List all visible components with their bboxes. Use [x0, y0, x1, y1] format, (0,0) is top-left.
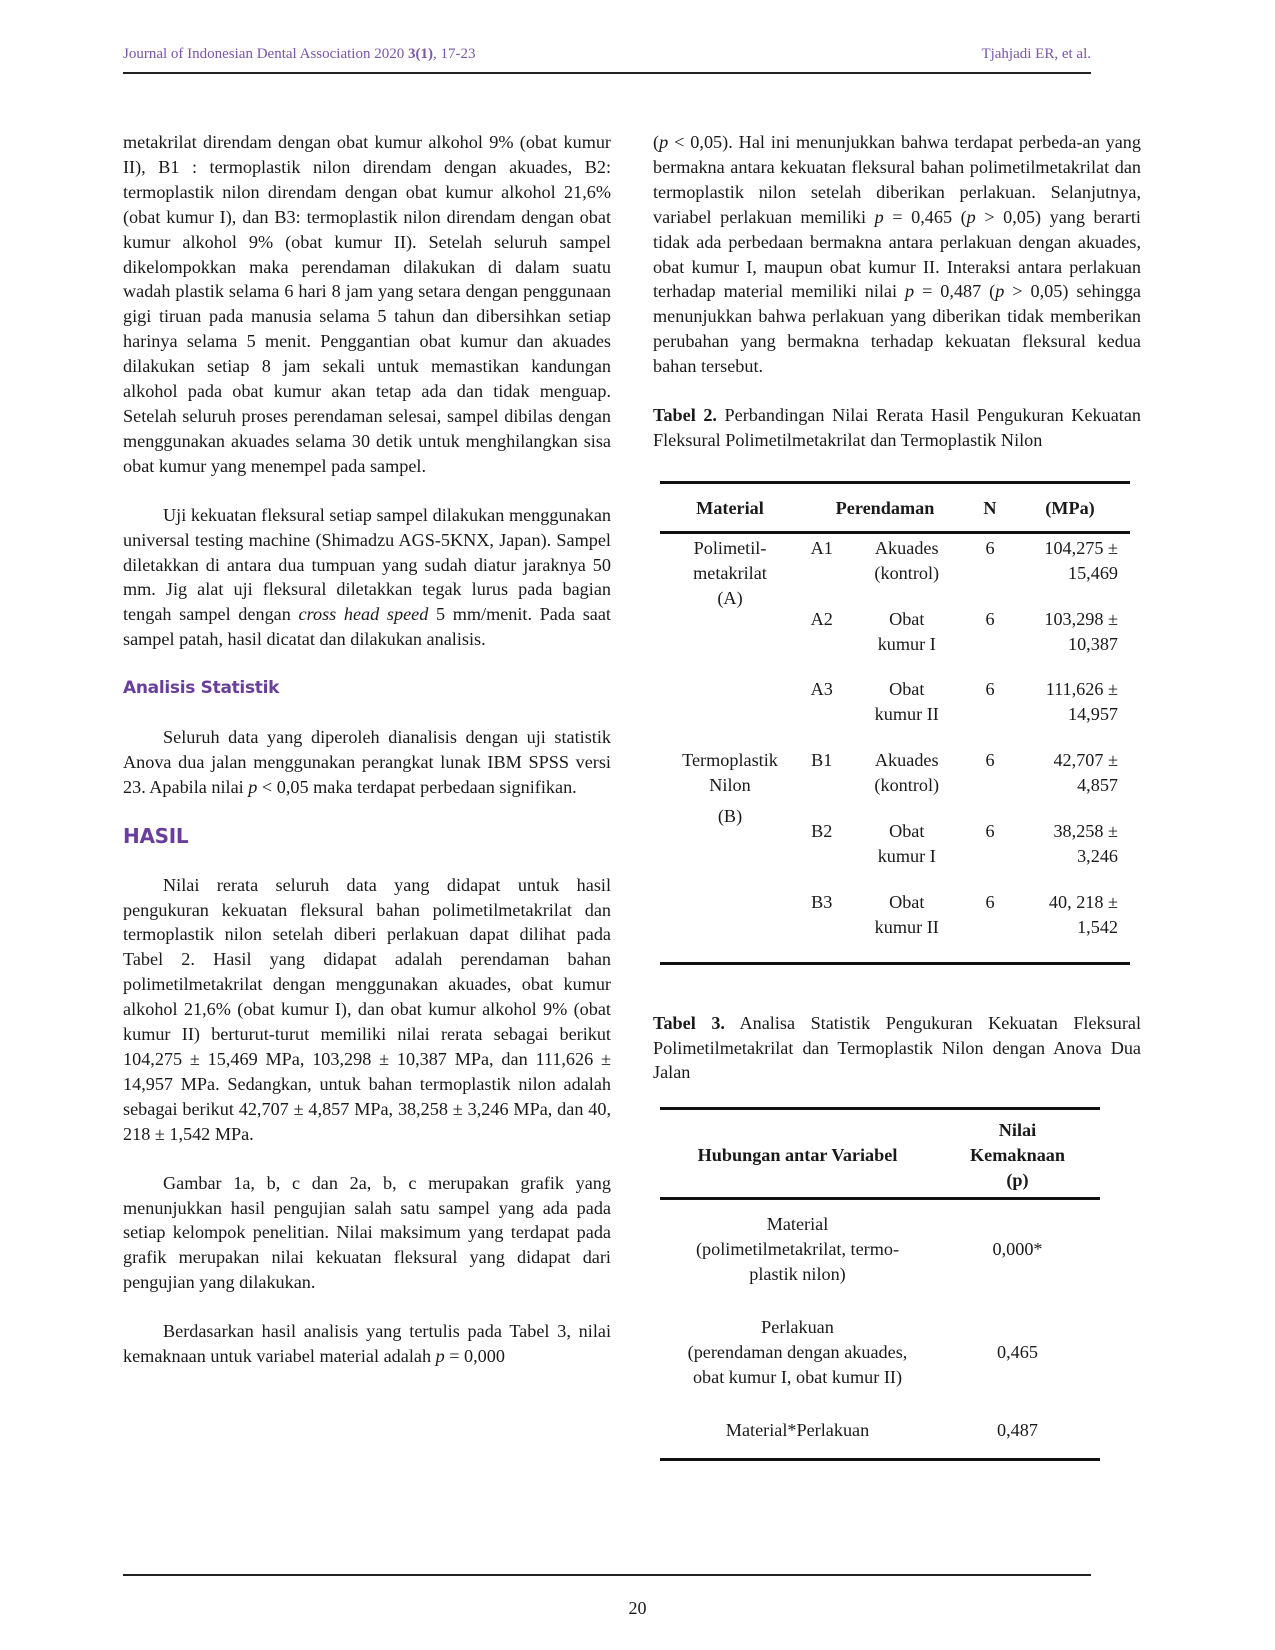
group-code: B1 — [811, 750, 833, 771]
sample-count: 6 — [970, 890, 1010, 963]
subsection-heading: Analisis Statistik — [123, 678, 280, 699]
column-header: N — [970, 482, 1010, 532]
author-citation: Tjahjadi ER, et al. — [981, 46, 1091, 62]
table-row — [660, 1303, 1100, 1406]
page-number: 20 — [628, 1598, 647, 1618]
table-header-row — [660, 1109, 1100, 1199]
paragraph: Seluruh data yang diperoleh dianalisis dengan uji statistik Anova dua jalan menggunakan perangkat lunak IBM SPSS versi 23. Apabila nilai p < 0,05 maka terdapat perbedaan signifikan. — [123, 727, 611, 797]
sample-count: 6 — [985, 750, 995, 771]
paragraph: (p < 0,05). Hal ini menunjukkan bahwa terdapat perbeda-an yang bermakna antara kekuatan fleksural bahan polimetilmetakrilat dan termoplastik nilon setelah diberikan perlakuan. Selanjutnya, variabel perlakuan memiliki p = 0,465 (p > 0,05) yang berarti tidak ada perbedaan bermakna antara perlakuan dengan akuades, obat kumur I, maupun obat kumur II. Interaksi antara perlakuan terhadap material memiliki nilai p = 0,487 (p > 0,05) sehingga menunjukkan bahwa perlakuan yang diberikan tidak memberikan perubahan yang bermakna terhadap kekuatan fleksural kedua bahan tersebut. — [653, 132, 1141, 377]
mean-sd: 40, 218 ± 1,542 — [1010, 890, 1130, 963]
p-value: 0,465 — [997, 1341, 1038, 1362]
variable-cell: Material (polimetilmetakrilat, termo- plastik nilon) — [695, 1214, 900, 1284]
header-divider — [123, 72, 1091, 74]
paragraph: Gambar 1a, b, c dan 2a, b, c merupakan grafik yang menunjukkan hasil pengujian salah satu sampel yang ada pada setiap kelompok penelitian. Nilai maksimum yang terdapat pada grafik merupakan nilai kekuatan fleksural yang didapat dari pengujian yang dilakukan. — [123, 1172, 611, 1293]
column-header: Material — [660, 482, 800, 532]
running-header — [123, 46, 1091, 68]
table-header-row — [660, 482, 1130, 532]
paragraph: Nilai rerata seluruh data yang didapat untuk hasil pengukuran kekuatan fleksural bahan polimetilmetakrilat dan termoplastik nilon setelah diberi perlakuan dapat dilihat pada Tabel 2. Hasil yang didapat adalah perendaman bahan polimetilmetakrilat dengan menggunakan akuades, obat kumur alkohol 21,6% (obat kumur I), dan obat kumur alkohol 9% (obat kumur II) berturut-turut memiliki nilai rerata sebagai berikut 104,275 ± 15,469 MPa, 103,298 ± 10,387 MPa, dan 111,626 ± 14,957 MPa. Sedangkan, untuk bahan termoplastik nilon adalah sebagai berikut 42,707 ± 4,857 MPa, 38,258 ± 3,246 MPa, dan 40, 218 ± 1,542 MPa. — [123, 874, 611, 1144]
paragraph: Berdasarkan hasil analisis yang tertulis pada Tabel 3, nilai kemaknaan untuk variabel material adalah p = 0,000 — [123, 1321, 611, 1367]
paragraph: metakrilat direndam dengan obat kumur alkohol 9% (obat kumur II), B1 : termoplastik nilon direndam dengan akuades, B2: termoplastik nilon direndam dengan obat kumur alkohol 21,6% (obat kumur I), dan B3: termoplastik nilon direndam dengan obat kumur alkohol 9% (obat kumur II). Setelah seluruh sampel dikelompokkan maka perendaman dilakukan di dalam suatu wadah plastik selama 6 hari 8 jam yang setara dengan penggunaan gigi tiruan pada manusia selama 5 tahun dan dibersihkan setiap harinya selama 5 menit. Penggantian obat kumur dan akuades dilakukan setiap 8 jam sekali untuk memastikan kandungan alkohol pada obat kumur akan tetap ada dan tidak menguap. Setelah seluruh proses perendaman selesai, sampel dibilas dengan menggunakan akuades selama 30 detik untuk menghilangkan sisa obat kumur yang menempel pada sampel. — [123, 132, 611, 476]
left-column — [123, 130, 611, 1369]
table-3 — [660, 1107, 1100, 1461]
column-header: (MPa) — [1010, 482, 1130, 532]
mean-sd: 104,275 ± 15,469 — [1044, 537, 1118, 583]
treatment: Obat kumur II — [874, 679, 939, 725]
group-code: A3 — [810, 679, 833, 700]
sample-count: 6 — [985, 537, 995, 558]
journal-citation: Journal of Indonesian Dental Association 2020 3(1), 17-23 — [123, 46, 476, 62]
variable-cell: Material*Perlakuan — [660, 1406, 935, 1460]
treatment: Akuades (kontrol) — [874, 750, 940, 796]
mean-sd: 111,626 ± 14,957 — [1045, 679, 1118, 725]
sample-count: 6 — [985, 679, 995, 700]
footer-divider — [123, 1574, 1091, 1576]
table-row — [660, 532, 1130, 606]
variable-cell: Perlakuan (perendaman dengan akuades, obat kumur I, obat kumur II) — [687, 1316, 908, 1387]
p-value: 0,000* — [992, 1239, 1043, 1259]
mean-sd: 103,298 ± 10,387 — [1044, 608, 1118, 654]
treatment: Obat kumur I — [877, 608, 936, 654]
table-row — [660, 1406, 1100, 1460]
table-row — [660, 1199, 1100, 1303]
table-2-caption: Tabel 2. Perbandingan Nilai Rerata Hasil Pengukuran Kekuatan Fleksural Polimetilmetakrilat dan Termoplastik Nilon — [653, 405, 1141, 450]
right-column — [653, 130, 1141, 1461]
section-heading: HASIL — [123, 823, 189, 848]
sample-count: 6 — [985, 821, 995, 842]
table-row — [660, 748, 1130, 819]
table-2 — [660, 481, 1130, 965]
treatment: Obat kumur I — [877, 821, 936, 866]
group-code: B3 — [800, 890, 844, 963]
column-header: Hubungan antar Variabel — [660, 1109, 935, 1199]
column-header: Perendaman — [800, 482, 970, 532]
p-value: 0,487 — [935, 1406, 1100, 1460]
mean-sd: 38,258 ± 3,246 — [1053, 821, 1118, 866]
paragraph: Uji kekuatan fleksural setiap sampel dilakukan menggunakan universal testing machine (Shimadzu AGS-5KNX, Japan). Sampel diletakkan di antara dua tumpuan yang sudah diatur jaraknya 50 mm. Jig alat uji fleksural diletakkan tegak lurus pada bagian tengah sampel dengan cross head speed 5 mm/menit. Pada saat sampel patah, hasil dicatat dan dilakukan analisis. — [123, 504, 611, 650]
treatment: Akuades (kontrol) — [874, 537, 940, 583]
sample-count: 6 — [985, 608, 995, 629]
material-cell: Polimetil- metakrilat (A) — [693, 537, 767, 608]
mean-sd: 42,707 ± 4,857 — [1053, 750, 1118, 796]
treatment: Obat kumur II — [844, 890, 971, 963]
group-code: A1 — [810, 537, 833, 558]
material-cell: Termoplastik Nilon (B) — [660, 748, 800, 963]
table-3-caption: Tabel 3. Analisa Statistik Pengukuran Kekuatan Fleksural Polimetilmetakrilat dan Termoplastik Nilon dengan Anova Dua Jalan — [653, 1012, 1142, 1083]
group-code: A2 — [810, 608, 833, 629]
group-code: B2 — [811, 821, 833, 842]
column-header: Nilai Kemaknaan (p) — [935, 1109, 1100, 1199]
